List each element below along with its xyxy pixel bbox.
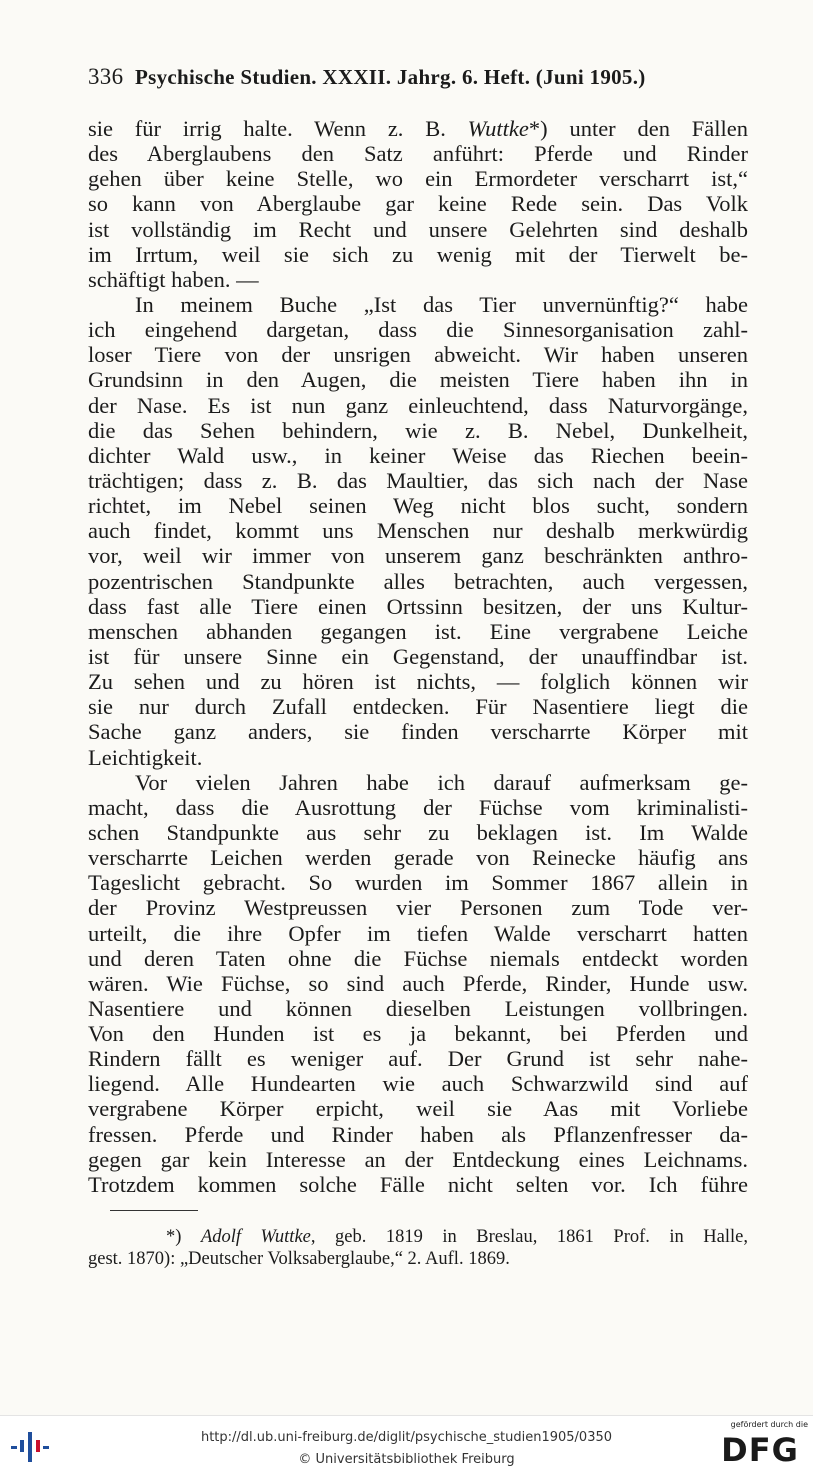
text-line: des Aberglaubens den Satz anführt: Pferde und Rinder: [88, 141, 748, 167]
text-line: fressen. Pferde und Rinder haben als Pflanzenfresser da-: [88, 1121, 748, 1147]
text-line: im Irrtum, weil sie sich zu wenig mit der Tierwelt be-: [88, 241, 748, 267]
footnote-text: , geb. 1819 in Breslau, 1861 Prof. in Halle,: [310, 1227, 748, 1247]
text-line: macht, dass die Ausrottung der Füchse vom kriminalisti-: [88, 794, 748, 820]
footnote-line: gest. 1870): „Deutscher Volksaberglaube,“ 2. Aufl. 1869.: [88, 1249, 510, 1269]
text-line: Grundsinn in den Augen, die meisten Tiere haben ihn in: [88, 367, 748, 393]
text-line: Zu sehen und zu hören ist nichts, — folglich können wir: [88, 669, 748, 695]
text-line: Von den Hunden ist es ja bekannt, bei Pferden und: [88, 1021, 748, 1047]
text-line: Rindern fällt es weniger auf. Der Grund ist sehr nahe-: [88, 1046, 748, 1072]
text-line: schäftigt haben. —: [88, 266, 259, 292]
viewer-footer: [0, 1415, 813, 1474]
running-title: Psychische Studien. XXXII. Jahrg. 6. Heft. (Juni 1905.): [134, 65, 646, 89]
text-line: gehen über keine Stelle, wo ein Ermordeter verscharrt ist,“: [88, 166, 748, 192]
footnote: [88, 1226, 748, 1270]
text-line: dichter Wald usw., in keiner Weise das Riechen beein-: [88, 442, 748, 468]
dfg-logo-text: DFG: [721, 1431, 799, 1467]
page-number: 336: [88, 64, 124, 89]
text-line: schen Standpunkte aus sehr zu beklagen ist. Im Walde: [88, 819, 748, 845]
text-line: Trotzdem kommen solche Fälle nicht selten vor. Ich führe: [88, 1171, 748, 1197]
text-line: der Nase. Es ist nun ganz einleuchtend, dass Naturvorgänge,: [88, 392, 748, 418]
text-line: wären. Wie Füchse, so sind auch Pferde, Rinder, Hunde usw.: [88, 970, 748, 996]
text-line: sie für irrig halte. Wenn z. B. Wuttke*) unter den Fällen: [88, 116, 749, 141]
text-line: auch findet, kommt uns Menschen nur deshalb merkwürdig: [88, 518, 748, 544]
text-line: dass fast alle Tiere einen Ortssinn besitzen, der uns Kultur-: [88, 593, 748, 619]
text-line: ist vollständig im Recht und unsere Gelehrten sind deshalb: [88, 216, 748, 242]
text-line: liegend. Alle Hundearten wie auch Schwarzwild sind auf: [88, 1071, 748, 1097]
footnote-marker: *): [166, 1227, 182, 1247]
footnote-rule: [110, 1210, 198, 1211]
footnote-line: [88, 1226, 748, 1248]
text-line: Nasentiere und können dieselben Leistungen vollbringen.: [88, 995, 748, 1021]
text-line: die das Sehen behindern, wie z. B. Nebel, Dunkelheit,: [88, 417, 748, 443]
text-line: richtet, im Nebel seinen Weg nicht blos sucht, sondern: [88, 493, 748, 519]
text-line: vergrabene Körper erpicht, weil sie Aas mit Vorliebe: [88, 1096, 748, 1122]
cited-author: Wuttke: [467, 116, 529, 141]
dfg-caption: gefördert durch die: [730, 1420, 808, 1429]
text-line: pozentrischen Standpunkte alles betrachten, auch vergessen,: [88, 568, 748, 594]
text-line: ich eingehend dargetan, dass die Sinnesorganisation zahl-: [88, 317, 748, 343]
footnote-author: Adolf Wuttke: [200, 1227, 311, 1247]
text-line: sie nur durch Zufall entdecken. Für Nasentiere liegt die: [88, 694, 748, 720]
text-line: In meinem Buche „Ist das Tier unvernünftig?“ habe: [135, 291, 748, 317]
text-line: trächtigen; dass z. B. das Maultier, das sich nach der Nase: [88, 467, 748, 493]
dfg-block[interactable]: [712, 1420, 808, 1472]
text-line: so kann von Aberglaube gar keine Rede sein. Das Volk: [88, 191, 748, 217]
dfg-logo-icon: [712, 1431, 808, 1467]
text-line: gegen gar kein Interesse an der Entdeckung eines Leichnams.: [88, 1146, 748, 1172]
text-line: menschen abhanden gegangen ist. Eine vergrabene Leiche: [88, 618, 748, 644]
running-header: [88, 64, 748, 90]
text-line: der Provinz Westpreussen vier Personen zum Tode ver-: [88, 895, 748, 921]
text-line: urteilt, die ihre Opfer im tiefen Walde verscharrt hatten: [88, 920, 748, 946]
text-line: loser Tiere von der unsrigen abweicht. Wir haben unseren: [88, 342, 748, 368]
text-line: Leichtigkeit.: [88, 744, 203, 770]
text-line: Vor vielen Jahren habe ich darauf aufmerksam ge-: [135, 769, 748, 795]
text-line: vor, weil wir immer von unserem ganz beschränkten anthro-: [88, 543, 748, 569]
text-line: verscharrte Leichen werden gerade von Reinecke häufig ans: [88, 845, 748, 871]
body-text: [88, 116, 748, 1197]
text-line: Sache ganz anders, sie finden verscharrte Körper mit: [88, 719, 748, 745]
text-line: und deren Taten ohne die Füchse niemals entdeckt worden: [88, 945, 748, 971]
text-line: ist für unsere Sinne ein Gegenstand, der unauffindbar ist.: [88, 643, 748, 669]
text-line: Tageslicht gebracht. So wurden im Sommer 1867 allein in: [88, 870, 748, 896]
page-url[interactable]: http://dl.ub.uni-freiburg.de/diglit/psychische_studien1905/0350: [200, 1430, 613, 1445]
copyright-notice: © Universitätsbibliothek Freiburg: [298, 1452, 515, 1467]
